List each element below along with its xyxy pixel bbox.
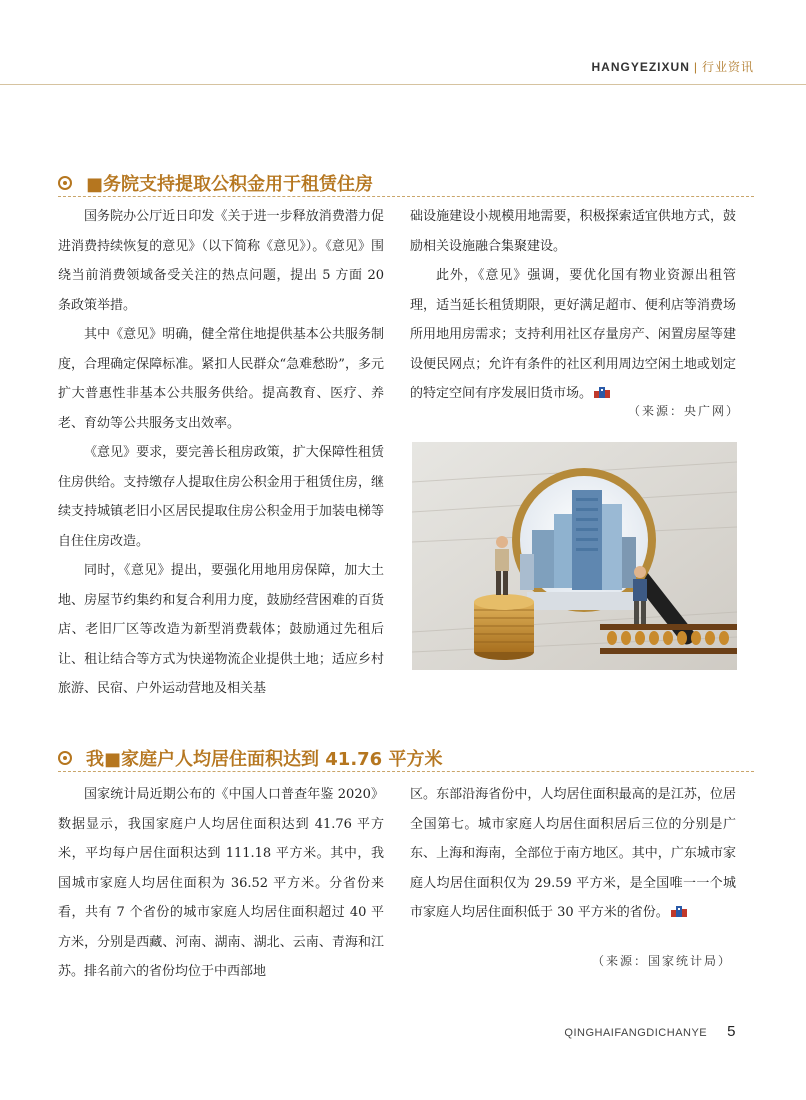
page-number: 5 (727, 1023, 736, 1040)
paragraph-text: 区。东部沿海省份中，人均居住面积最高的是江苏，位居全国第七。城市家庭人均居住面积居后三位的分别是广东、上海和海南，全部位于南方地区。其中，广东城市家庭人均居住面积仅为 29.59 平方米，是全国唯一一个城市家庭人均居住面积低于 30 平方米的省份。 (410, 787, 736, 920)
magnifier-photo (412, 442, 737, 670)
paragraph: 国务院办公厅近日印发《关于进一步释放消费潜力促进消费持续恢复的意见》（以下简称《意见》）。《意见》围绕当前消费领域备受关注的热点问题，提出 5 方面 20 条政策举措。 (58, 209, 384, 313)
column-label-separator: | (693, 60, 698, 74)
column-label (592, 58, 754, 75)
magnifier-illustration (412, 442, 737, 670)
section-bullet-icon (58, 176, 72, 190)
paragraph: 《意见》要求，要完善长租房政策，扩大保障性租赁住房供给。支持缴存人提取住房公积金用于租赁住房，继续支持城镇老旧小区居民提取住房公积金用于加装电梯等自住住房改造。 (58, 445, 384, 549)
journal-name: QINGHAIFANGDICHANYE (564, 1027, 708, 1039)
paragraph (410, 780, 736, 928)
section2-title (58, 745, 442, 771)
paragraph (410, 261, 736, 409)
section2-source: （来源：国家统计局） (591, 954, 732, 968)
paragraph-text: 此外，《意见》强调，要优化国有物业资源出租管理，适当延长租赁期限，更好满足超市、便利店等消费场所用地用房需求；支持利用社区存量房产、闲置房屋等建设便民网点；允许有条件的社区利用周边空闲土地或划定的特定空间有序发展旧货市场。 (410, 268, 736, 401)
section2-column-right (410, 780, 736, 928)
page-footer (564, 1023, 736, 1040)
section1-column-left (58, 202, 384, 704)
section1-title (58, 170, 373, 196)
section1-source: （来源：央广网） (627, 404, 740, 418)
section2-rule (58, 771, 754, 772)
section1-title-text: ■务院支持提取公积金用于租赁住房 (86, 174, 374, 195)
end-mark-icon (671, 905, 687, 917)
section-bullet-icon (58, 751, 72, 765)
column-label-cn: 行业资讯 (701, 60, 754, 74)
section2-column-left (58, 780, 384, 987)
section1-column-right (410, 202, 736, 409)
header-rule (0, 84, 806, 85)
paragraph: 国家统计局近期公布的《中国人口普查年鉴 2020》数据显示，我国家庭户人均居住面积达到 41.76 平方米，平均每户居住面积达到 111.18 平方米。其中，我国城市家庭人均居住面积为 36.52 平方米。分省份来看，共有 7 个省份的城市家庭人均居住面积超过 40 平方米，分别是西藏、河南、湖南、湖北、云南、青海和江苏。排名前六的省份均位于中西部地 (58, 787, 384, 979)
paragraph: 其中《意见》明确，健全常住地提供基本公共服务制度，合理确定保障标准。紧扣人民群众“急难愁盼”，多元扩大普惠性非基本公共服务供给。提高教育、医疗、养老、育幼等公共服务支出效率。 (58, 327, 384, 431)
paragraph: 础设施建设小规模用地需要，积极探索适宜供地方式，鼓励相关设施融合集聚建设。 (410, 209, 736, 254)
column-label-en: HANGYEZIXUN (591, 60, 690, 74)
end-mark-icon (594, 386, 610, 398)
section2-title-text: 我■家庭户人均居住面积达到 41.76 平方米 (86, 749, 443, 770)
section1-rule (58, 196, 754, 197)
paragraph: 同时，《意见》提出，要强化用地用房保障，加大土地、房屋节约集约和复合利用力度，鼓励经营困难的百货店、老旧厂区等改造为新型消费载体；鼓励通过先租后让、租让结合等方式为快递物流企业提供土地；适应乡村旅游、民宿、户外运动营地及相关基 (58, 563, 384, 696)
